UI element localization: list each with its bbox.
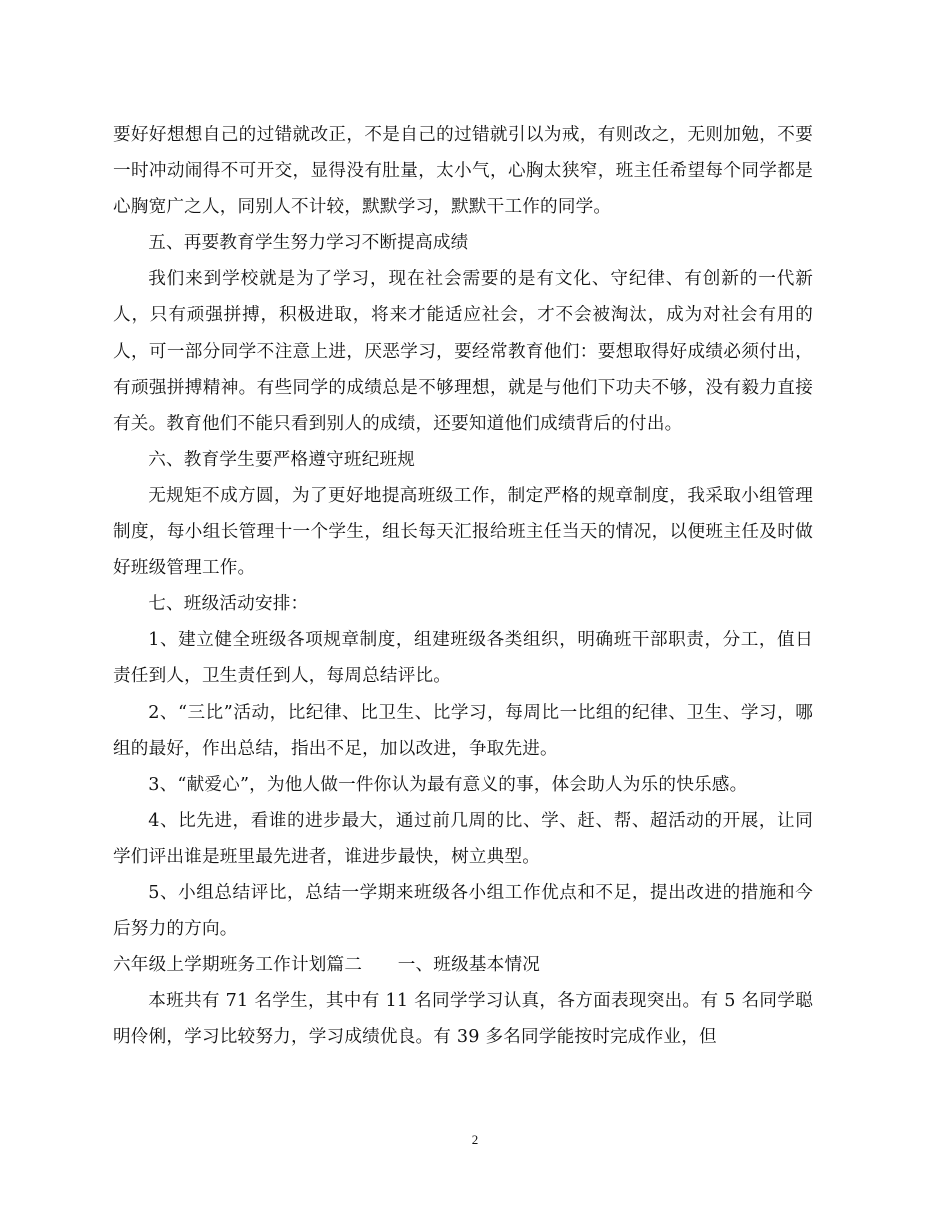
section-heading: 六、教育学生要严格遵守班纪班规	[148, 449, 416, 470]
list-item: 1、建立健全班级各项规章制度，组建班级各类组织，明确班干部职责，分工，值日责任到人，卫生责任到人，每周总结评比。	[113, 630, 813, 687]
paragraph: 我们来到学校就是为了学习，现在社会需要的是有文化、守纪律、有创新的一代新人，只有顽强拼搏，积极进取，将来才能适应社会，才不会被淘汰，成为对社会有用的人，可一部分同学不注意上进，厌恶学习，要经常教育他们：要想取得好成绩必须付出，有顽强拼搏精神。有些同学的成绩总是不够理想，就是与他们下功夫不够，没有毅力直接有关。教育他们不能只看到别人的成绩，还要知道他们成绩背后的付出。	[113, 269, 813, 434]
list-item: 5、小组总结评比，总结一学期来班级各小组工作优点和不足，提出改进的措施和今后努力的方向。	[113, 882, 813, 940]
section-heading: 五、再要教育学生努力学习不断提高成绩	[148, 233, 469, 254]
paragraph: 无规矩不成方圆，为了更好地提高班级工作，制定严格的规章制度，我采取小组管理制度，每小组长管理十一个学生，组长每天汇报给班主任当天的情况，以便班主任及时做好班级管理工作。	[113, 485, 813, 579]
list-item: 3、“献爱心”，为他人做一件你认为最有意义的事，体会助人为乐的快乐感。	[148, 774, 748, 795]
paragraph: 本班共有 71 名学生，其中有 11 名同学学习认真，各方面表现突出。有 5 名同学聪明伶俐，学习比较努力，学习成绩优良。有 39 多名同学能按时完成作业，但	[113, 991, 813, 1048]
list-item: 4、比先进，看谁的进步最大，通过前几周的比、学、赶、帮、超活动的开展，让同学们评出谁是班里最先进者，谁进步最快，树立典型。	[113, 810, 813, 867]
page-number: 2	[471, 1132, 479, 1147]
document-title-line: 六年级上学期班务工作计划篇二 一、班级基本情况	[113, 955, 541, 976]
list-item: 2、“三比”活动，比纪律、比卫生、比学习，每周比一比组的纪律、卫生、学习，哪组的最好，作出总结，指出不足，加以改进，争取先进。	[113, 702, 813, 759]
body-text	[113, 117, 813, 1055]
paragraph: 要好好想想自己的过错就改正，不是自己的过错就引以为戒，有则改之，无则加勉，不要一时冲动闹得不可开交，显得没有肚量，太小气，心胸太狭窄，班主任希望每个同学都是心胸宽广之人，同别人不计较，默默学习，默默干工作的同学。	[113, 125, 813, 218]
section-heading: 七、班级活动安排：	[148, 594, 309, 615]
